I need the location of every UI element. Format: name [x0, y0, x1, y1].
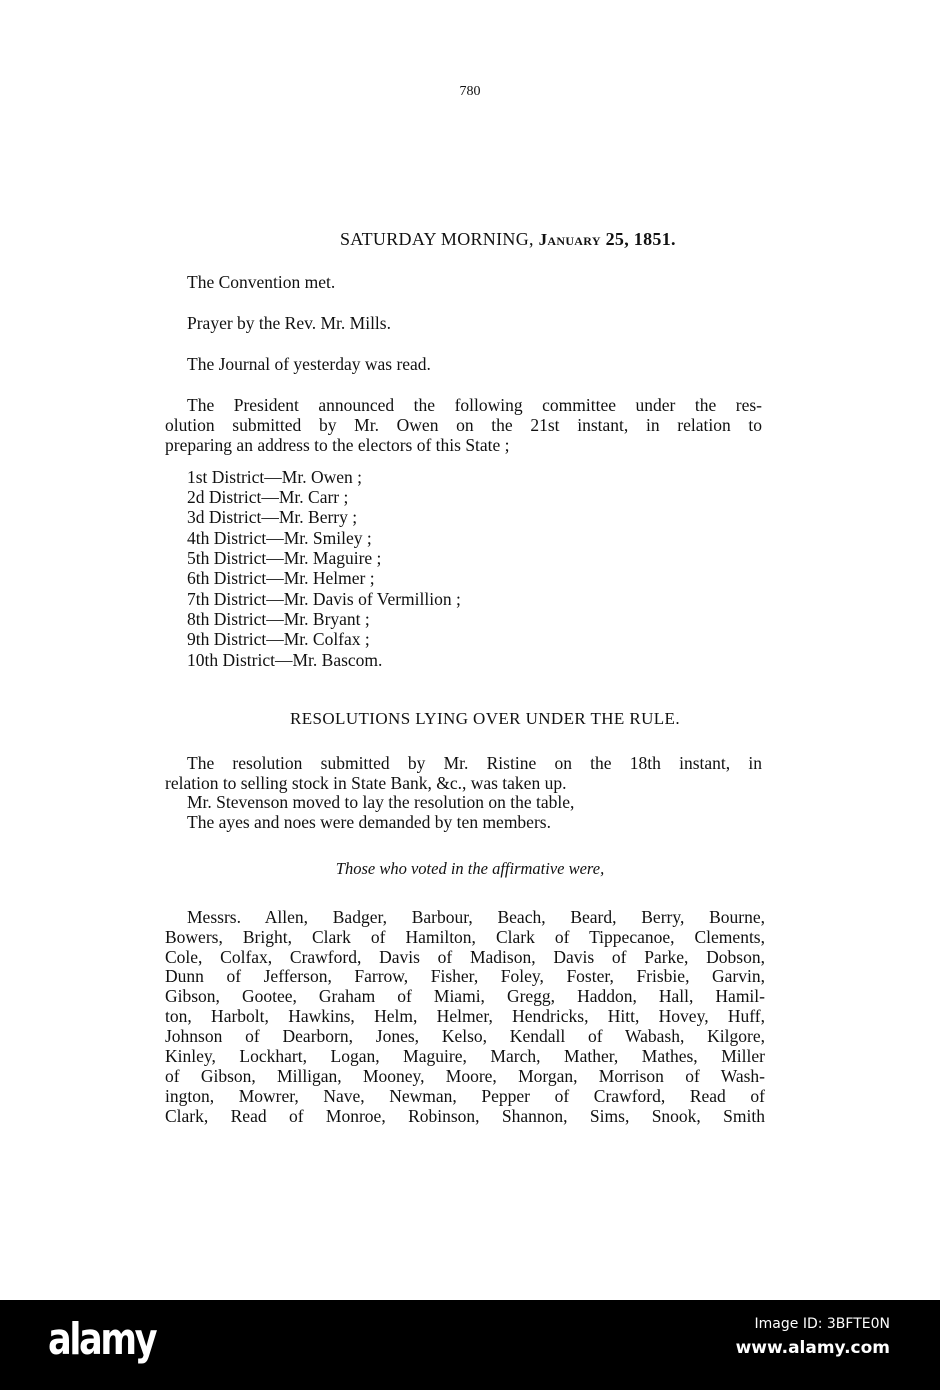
heading-day: SATURDAY MORNING, [340, 229, 534, 249]
district-item: 8th District—Mr. Bryant ; [187, 609, 370, 629]
resolution-line: Mr. Stevenson moved to lay the resolution on the table, [187, 792, 575, 812]
heading-date: 25, 1851. [605, 229, 676, 249]
names-line: ington, Mowrer, Nave, Newman, Pepper of Crawford, Read of [165, 1086, 765, 1106]
district-item: 5th District—Mr. Maguire ; [187, 548, 382, 568]
names-line: Kinley, Lockhart, Logan, Maguire, March, Mather, Mathes, Miller [165, 1046, 765, 1066]
alamy-logo: alamy [48, 1314, 156, 1365]
names-line: Dunn of Jefferson, Farrow, Fisher, Foley, Foster, Frisbie, Garvin, [165, 966, 765, 986]
resolution-line: relation to selling stock in State Bank, &c., was taken up. [165, 773, 567, 793]
page-number: 780 [459, 84, 481, 99]
district-item: 10th District—Mr. Bascom. [187, 650, 383, 670]
resolution-line: The ayes and noes were demanded by ten members. [187, 812, 551, 832]
names-line: Gibson, Gootee, Graham of Miami, Gregg, Haddon, Hall, Hamil- [165, 986, 765, 1006]
affirmative-heading: Those who voted in the affirmative were, [335, 859, 605, 878]
session-heading [340, 229, 676, 250]
names-line: Cole, Colfax, Crawford, Davis of Madison, Davis of Parke, Dobson, [165, 947, 765, 967]
names-line: Clark, Read of Monroe, Robinson, Shannon, Sims, Snook, Smith [165, 1106, 765, 1126]
heading-month: January [538, 230, 601, 249]
names-line: Johnson of Dearborn, Jones, Kelso, Kendall of Wabash, Kilgore, [165, 1026, 765, 1046]
district-item: 1st District—Mr. Owen ; [187, 467, 362, 487]
names-line: ton, Harbolt, Hawkins, Helm, Helmer, Hendricks, Hitt, Hovey, Huff, [165, 1006, 765, 1026]
district-item: 2d District—Mr. Carr ; [187, 487, 349, 507]
site-url: www.alamy.com [735, 1338, 890, 1358]
section-heading: RESOLUTIONS LYING OVER UNDER THE RULE. [290, 709, 680, 728]
opening-line: The Journal of yesterday was read. [187, 354, 431, 374]
names-line: Messrs. Allen, Badger, Barbour, Beach, Beard, Berry, Bourne, [187, 907, 765, 927]
district-item: 7th District—Mr. Davis of Vermillion ; [187, 589, 461, 609]
district-item: 9th District—Mr. Colfax ; [187, 629, 370, 649]
names-line: Bowers, Bright, Clark of Hamilton, Clark of Tippecanoe, Clements, [165, 927, 765, 947]
district-item: 4th District—Mr. Smiley ; [187, 528, 372, 548]
names-line: of Gibson, Milligan, Mooney, Moore, Morgan, Morrison of Wash- [165, 1066, 765, 1086]
watermark-bar [0, 1300, 940, 1390]
district-item: 6th District—Mr. Helmer ; [187, 568, 375, 588]
district-item: 3d District—Mr. Berry ; [187, 507, 358, 527]
resolution-line: The resolution submitted by Mr. Ristine on the 18th instant, in [187, 753, 762, 773]
opening-line: Prayer by the Rev. Mr. Mills. [187, 313, 391, 333]
image-id: Image ID: 3BFTE0N [754, 1316, 890, 1332]
president-paragraph-line: The President announced the following committee under the res- [187, 395, 762, 415]
president-paragraph-line: olution submitted by Mr. Owen on the 21st instant, in relation to [165, 415, 762, 435]
opening-line: The Convention met. [187, 272, 336, 292]
president-paragraph-line: preparing an address to the electors of this State ; [165, 435, 510, 455]
